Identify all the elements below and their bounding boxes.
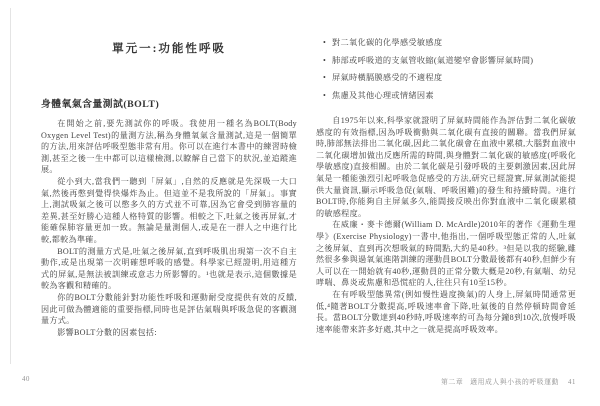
chapter-section-title: 適用成人與小孩的呼吸運動 <box>470 379 559 386</box>
bullet-icon: • <box>323 73 327 82</box>
bullet-list <box>316 34 576 104</box>
unit-title: 單元一:功能性呼吸 <box>112 43 226 55</box>
page-number-left: 40 <box>22 376 30 383</box>
chapter-label: 第二章 <box>441 379 464 386</box>
left-page <box>41 40 297 338</box>
bullet-icon: • <box>323 90 327 100</box>
bullet-icon: • <box>323 38 327 47</box>
page-number-right: 41 <box>568 379 576 386</box>
paragraph: 在開始之前,要先測試你的呼吸。我使用一種名為BOLT(Body Oxygen Level Test)的量測方法,稱為身體氧氣含量測試,這是一個簡單的方法,用來評估呼吸型態非常有用。你可以在進行本書中的練習時檢測,甚至之後一生中都可以這樣檢測,以瞭解自己當下的狀況,並追蹤進展。 <box>41 119 297 175</box>
list-item-text: 屏氣時橫膈膜感受的不適程度 <box>332 73 443 82</box>
list-item-text: 焦慮及其他心理或情緒因素 <box>332 90 434 100</box>
right-page <box>316 34 576 335</box>
list-item <box>323 34 576 52</box>
paragraph: 在威廉・麥卡德爾(William D. McArdle)2010年的著作《運動生理學》(Exercise Physiology)一書中,他指出,一個呼吸型態正常的人,吐氣之後屏氣、直到再次想吸氣的時間點,大約是40秒。³但是以我的經驗,雖然很多參與過氧氣進階訓練的運動員BOLT分數最後都有40秒,但鮮少有人可以在一開始就有40秒,運動員的正常分數大概是20秒,有氣喘、幼兒哮喘、鼻炎或焦慮和恐慌症的人,往往只有10至15秒。 <box>316 220 576 288</box>
paragraph: 自1975年以來,科學家就證明了屏氣時間能作為評估對二氧化碳敏感度的有效指標,因為呼吸衝動與二氧化碳有直接的關聯。當我們屏氣時,肺部無法排出二氧化碳,因此二氧化碳會在血液中累積,大腦對血液中二氧化碳增加做出反應所需的時間,與身體對二氧化碳的敏感度(呼吸化學敏感度)直接相關。由於二氧化碳是引發呼吸的主要刺激因素,因此屏氣是一種能強烈引起呼吸急促感受的方法,研究已經證實,屏氣測試能提供大量資訊,顯示呼吸急促(氣喘、呼吸困難)的發生和持續時間。²進行BOLT時,你能夠自主屏氣多久,能間接反映出你對血液中二氧化碳累積的敏感程度。 <box>316 116 576 218</box>
section-heading: 身體氧氣含量測試(BOLT) <box>41 99 160 110</box>
page-edge-line <box>10 8 11 364</box>
list-item <box>323 69 576 87</box>
list-item-text: 對二氧化碳的化學感受敏感度 <box>332 38 443 47</box>
paragraph: 從小到大,當我們一聽到「屏氣」,自然的反應就是先深吸一大口氣,然後再憋到覺得快爆炸為止。但這並不是我所說的「屏氣」。事實上,測試吸氣之後可以憋多久的方式並不可靠,因為它會受到肺容量的差異,甚至好勝心這種人格特質的影響。相較之下,吐氣之後再屏氣,才能確保肺容量更加一致。無論是量測個人,或是在一群人之中進行比較,都較為準確。 <box>41 176 297 244</box>
footer-right <box>441 376 576 386</box>
list-item-text: 肺部或呼吸道的支氣管收縮(氣道變窄會影響屏氣時間) <box>332 55 534 65</box>
list-item <box>323 52 576 70</box>
paragraph: 影響BOLT分數的因素包括: <box>57 327 157 337</box>
list-item <box>323 87 576 105</box>
paragraph: 你的BOLT分數能針對功能性呼吸和運動耐受度提供有效的反饋,因此可做為體適能的重要指標,同時也是評估氣喘與呼吸急促的客觀測量方式。 <box>41 292 297 326</box>
bullet-icon: • <box>323 55 327 65</box>
paragraph: 在有呼吸型態異常(例如慢性過度換氣)的人身上,屏氣時間通常更低,⁴隨著BOLT分數提高,呼吸速率會下降,吐氣後的自然停頓時間會延長。當BOLT分數達到40秒時,呼吸速率約可為每分鐘8到10次,放慢呼吸速率能帶來許多好處,其中之一就是提高呼吸效率。 <box>316 289 576 334</box>
paragraph: BOLT的測量方式是,吐氣之後屏氣,直到呼吸肌出現第一次不自主動作,或是出現第一次明確想呼吸的感覺。科學家已經證明,用這種方式的屏氣,是無法被訓練或意志力所影響的。¹也就是表示,這個數據是較為客觀和精確的。 <box>41 246 297 291</box>
